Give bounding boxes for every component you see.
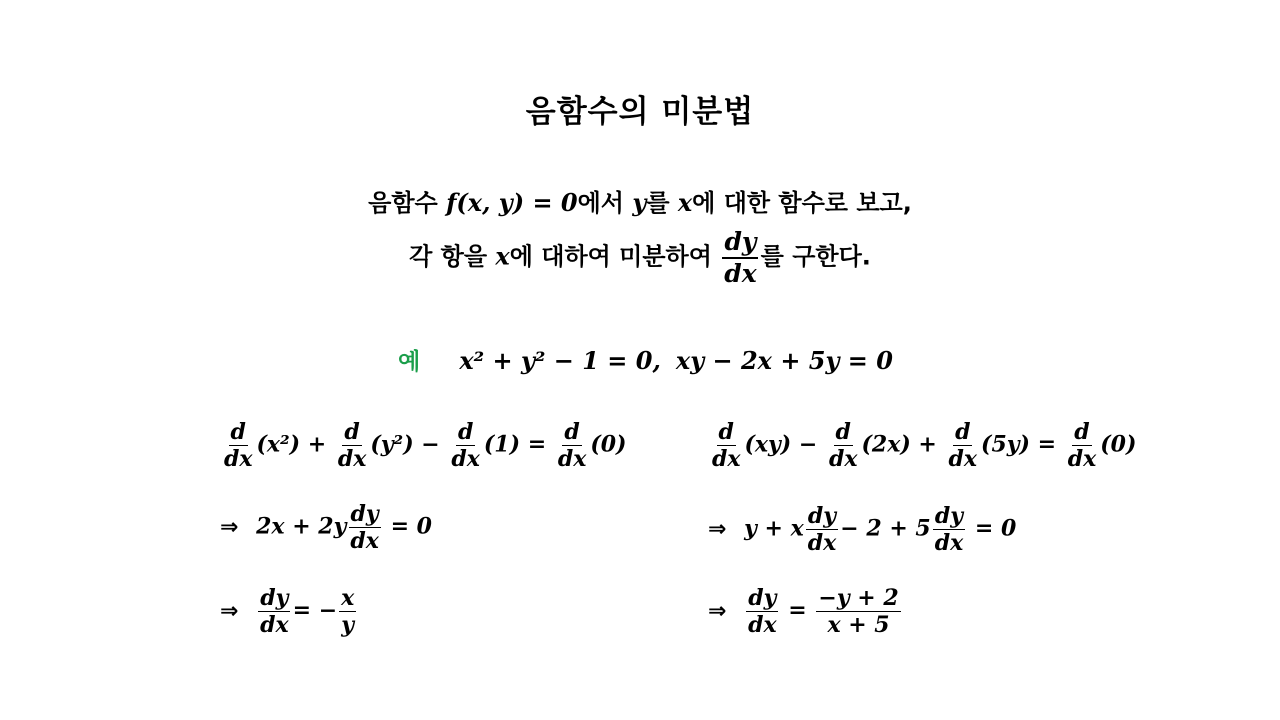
- dx: dx: [451, 446, 480, 473]
- dx: dx: [557, 446, 587, 473]
- fraction-numerator: dy: [748, 585, 777, 611]
- fraction-denominator: dx: [724, 258, 757, 288]
- fraction-denominator: dx: [748, 612, 777, 639]
- implicit-function: f(x, y) = 0: [446, 188, 578, 217]
- term: (2x): [861, 431, 911, 458]
- d: d: [835, 419, 851, 445]
- d-dx: [710, 420, 743, 471]
- operator: −: [421, 431, 440, 458]
- dx: dx: [948, 446, 978, 473]
- fraction-denominator: dx: [807, 530, 837, 557]
- fraction-numerator: −y + 2: [818, 585, 899, 611]
- intro-line-1: [0, 183, 1280, 218]
- term: (y²): [370, 431, 414, 458]
- term: 2x + 2y: [256, 513, 347, 540]
- d: d: [564, 419, 580, 445]
- dy-dx-fraction: [722, 228, 758, 287]
- dx: dx: [337, 446, 367, 473]
- dy-dx-fraction: [746, 586, 779, 637]
- fraction-denominator: dx: [260, 612, 289, 639]
- text: 에서: [577, 189, 624, 217]
- fraction-denominator: dx: [350, 528, 379, 555]
- d-dx: [1066, 420, 1099, 471]
- text: 를 구한다.: [760, 242, 871, 271]
- intro-line-2: [0, 228, 1280, 287]
- left-step-2: [220, 502, 432, 553]
- term: (x²): [256, 431, 301, 458]
- d-dx: [449, 420, 482, 471]
- term: (xy): [744, 431, 792, 458]
- d: d: [1074, 419, 1090, 445]
- d: d: [457, 419, 474, 445]
- dx: dx: [712, 446, 741, 473]
- fraction-numerator: dy: [807, 503, 837, 529]
- dx: dx: [1067, 446, 1097, 473]
- example-label: 예: [398, 349, 421, 375]
- example-eq-1: x² + y² − 1 = 0,: [459, 346, 661, 375]
- right-step-3: [708, 586, 903, 637]
- fraction-denominator: x + 5: [827, 612, 890, 639]
- term: y + x: [744, 515, 804, 542]
- left-step-3: [220, 586, 358, 637]
- fraction-numerator: dy: [350, 501, 379, 527]
- right-step-2: [708, 504, 1016, 555]
- d-dx: [556, 420, 589, 471]
- d-dx: [222, 420, 255, 471]
- operator: −: [798, 431, 818, 458]
- dy-dx-fraction: [348, 502, 381, 553]
- dy-dx-fraction: [933, 504, 966, 555]
- fraction-numerator: dy: [722, 228, 758, 259]
- term: = −: [292, 597, 338, 624]
- fraction-denominator: dx: [934, 530, 964, 557]
- result-fraction: [339, 586, 356, 637]
- d-dx: [947, 420, 980, 471]
- implies-arrow: ⇒: [220, 598, 239, 624]
- dy-dx-fraction: [258, 586, 291, 637]
- implies-arrow: ⇒: [708, 598, 727, 624]
- dy-dx-fraction: [806, 504, 839, 555]
- text: 에 대하여 미분하여: [509, 242, 712, 271]
- term: (0): [1100, 431, 1137, 458]
- term: = 0: [390, 513, 432, 540]
- example-line: [398, 343, 893, 376]
- result-fraction: [816, 586, 900, 637]
- fraction-denominator: y: [341, 612, 355, 639]
- operator: =: [527, 431, 547, 458]
- d-dx: [336, 420, 369, 471]
- d-dx: [827, 420, 860, 471]
- term: (1): [483, 431, 521, 458]
- text: 각 항을: [409, 242, 488, 271]
- example-eq-2: xy − 2x + 5y = 0: [675, 346, 893, 375]
- implies-arrow: ⇒: [220, 514, 239, 540]
- term: − 2 + 5: [840, 515, 931, 542]
- implies-arrow: ⇒: [708, 516, 727, 542]
- left-step-1: [220, 420, 626, 471]
- right-step-1: [708, 420, 1136, 471]
- text: 에 대한 함수로 보고,: [692, 189, 912, 217]
- fraction-numerator: dy: [260, 585, 289, 611]
- var-y: y: [632, 188, 647, 217]
- dx: dx: [829, 446, 858, 473]
- var-x: x: [677, 188, 693, 217]
- term: (5y): [981, 431, 1030, 458]
- var-x: x: [495, 241, 510, 271]
- d: d: [344, 419, 360, 445]
- operator: +: [307, 431, 327, 458]
- page-title: 음함수의 미분법: [525, 94, 755, 130]
- operator: +: [918, 431, 937, 458]
- term: (0): [590, 431, 627, 458]
- fraction-numerator: dy: [934, 503, 964, 529]
- d: d: [955, 419, 971, 445]
- d: d: [230, 419, 246, 445]
- operator: =: [1037, 431, 1057, 458]
- text: 를: [646, 189, 670, 217]
- term: = 0: [974, 515, 1017, 542]
- term: =: [788, 597, 807, 624]
- text: 음함수: [368, 189, 438, 217]
- fraction-numerator: x: [341, 585, 355, 611]
- dx: dx: [224, 446, 253, 473]
- d: d: [718, 419, 734, 445]
